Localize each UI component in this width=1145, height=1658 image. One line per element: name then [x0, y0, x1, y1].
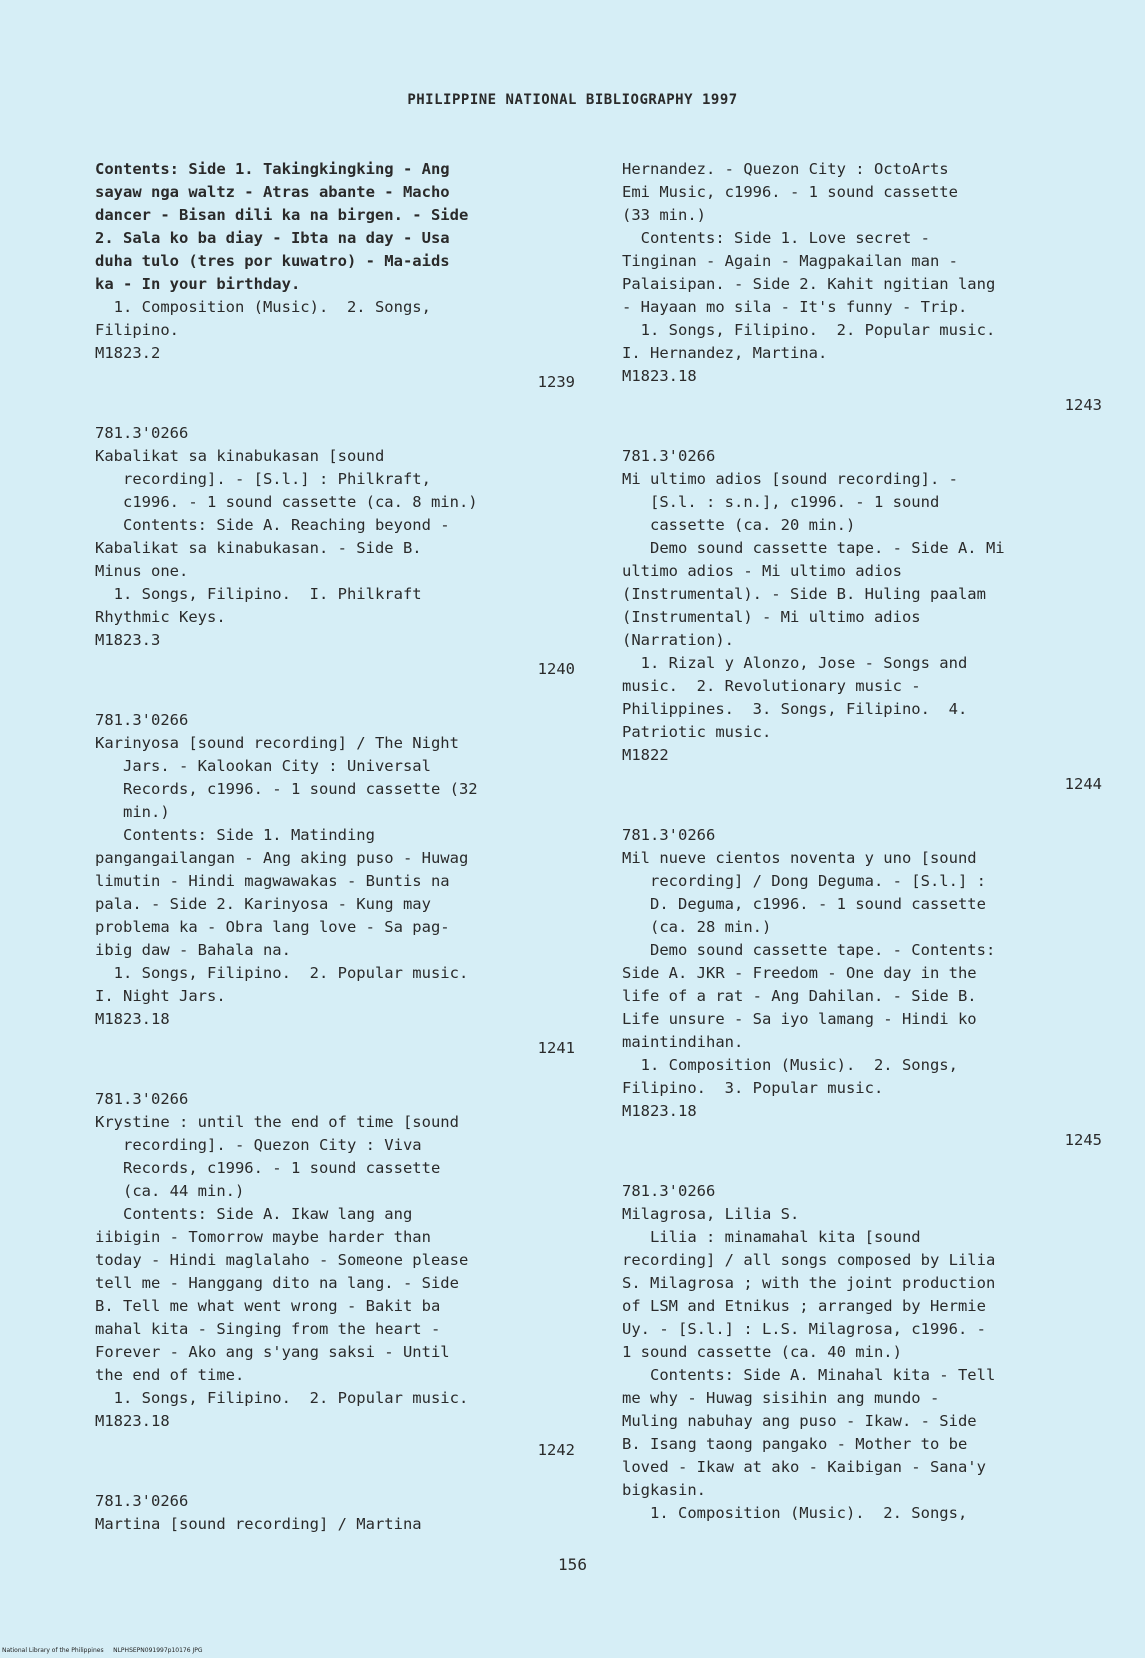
- entry-line: me why - Huwag sisihin ang mundo -: [622, 1389, 940, 1407]
- entry-line: 1. Composition (Music). 2. Songs,: [622, 1056, 958, 1074]
- entry-line: 1. Songs, Filipino. I. Philkraft: [95, 585, 422, 603]
- entry-line: pangangailangan - Ang aking puso - Huwag: [95, 849, 469, 867]
- entry-line: (Instrumental). - Side B. Huling paalam: [622, 585, 986, 603]
- entry-line: 781.3'0266: [622, 1182, 716, 1200]
- entry-number: 1244: [1064, 775, 1102, 793]
- catalog-entry: [95, 1088, 575, 1433]
- entry-line: I. Night Jars.: [95, 987, 226, 1005]
- entry-line: B. Isang taong pangako - Mother to be: [622, 1435, 968, 1453]
- entry-line: recording] / Dong Deguma. - [S.l.] :: [622, 872, 986, 890]
- entry-line: M1823.18: [622, 367, 697, 385]
- entry-line: bigkasin.: [622, 1481, 706, 1499]
- entry-number: 1243: [1064, 396, 1102, 414]
- entry-line: 1. Rizal y Alonzo, Jose - Songs and: [622, 654, 968, 672]
- entry-line: Forever - Ako ang s'yang saksi - Until: [95, 1343, 450, 1361]
- entry-line: 1. Songs, Filipino. 2. Popular music.: [95, 1389, 469, 1407]
- entry-line: Demo sound cassette tape. - Side A. Mi: [622, 539, 1005, 557]
- entry-line: Contents: Side A. Minahal kita - Tell: [622, 1366, 996, 1384]
- entry-number: 1245: [1064, 1131, 1102, 1149]
- entry-line: - Hayaan mo sila - It's funny - Trip.: [622, 298, 968, 316]
- entry-line: Mil nueve cientos noventa y uno [sound: [622, 849, 977, 867]
- entry-line: Lilia : minamahal kita [sound: [622, 1228, 921, 1246]
- entry-line: Milagrosa, Lilia S.: [622, 1205, 800, 1223]
- catalog-entry: [622, 824, 1102, 1123]
- entry-line: Demo sound cassette tape. - Contents:: [622, 941, 996, 959]
- entry-line: 781.3'0266: [95, 424, 189, 442]
- entry-line: (Narration).: [622, 631, 734, 649]
- entry-line: Kabalikat sa kinabukasan. - Side B.: [95, 539, 422, 557]
- entry-line: Krystine : until the end of time [sound: [95, 1113, 459, 1131]
- catalog-entry: [622, 1180, 1102, 1525]
- entry-line: Jars. - Kalookan City : Universal: [95, 757, 431, 775]
- entry-line: Kabalikat sa kinabukasan [sound: [95, 447, 385, 465]
- entry-line: 781.3'0266: [622, 826, 716, 844]
- entry-line: 2. Sala ko ba diay - Ibta na day - Usa: [95, 229, 450, 247]
- entry-line: Rhythmic Keys.: [95, 608, 226, 626]
- entry-line: Minus one.: [95, 562, 189, 580]
- entry-line: mahal kita - Singing from the heart -: [95, 1320, 441, 1338]
- entry-line: Life unsure - Sa iyo lamang - Hindi ko: [622, 1010, 977, 1028]
- catalog-entry: [95, 1490, 575, 1536]
- entry-line: Filipino. 3. Popular music.: [622, 1079, 884, 1097]
- entry-line: M1823.2: [95, 344, 161, 362]
- catalog-entry: [622, 158, 1102, 388]
- entry-line: Patriotic music.: [622, 723, 772, 741]
- entry-line: problema ka - Obra lang love - Sa pag-: [95, 918, 450, 936]
- entry-line: music. 2. Revolutionary music -: [622, 677, 921, 695]
- entry-line: 1. Songs, Filipino. 2. Popular music.: [622, 321, 996, 339]
- entry-line: Contents: Side A. Ikaw lang ang: [95, 1205, 413, 1223]
- entry-line: 1 sound cassette (ca. 40 min.): [622, 1343, 902, 1361]
- page-title: PHILIPPINE NATIONAL BIBLIOGRAPHY 1997: [407, 92, 738, 108]
- entry-line: Muling nabuhay ang puso - Ikaw. - Side: [622, 1412, 977, 1430]
- catalog-entry: [622, 445, 1102, 767]
- entry-line: Records, c1996. - 1 sound cassette: [95, 1159, 441, 1177]
- entry-line: Emi Music, c1996. - 1 sound cassette: [622, 183, 958, 201]
- entry-line: Records, c1996. - 1 sound cassette (32: [95, 780, 478, 798]
- entry-line: Philippines. 3. Songs, Filipino. 4.: [622, 700, 968, 718]
- entry-line: Contents: Side 1. Love secret -: [622, 229, 930, 247]
- entry-number: 1242: [537, 1441, 575, 1459]
- entry-number: 1241: [537, 1039, 575, 1057]
- entry-line: duha tulo (tres por kuwatro) - Ma-aids: [95, 252, 450, 270]
- entry-line: Martina [sound recording] / Martina: [95, 1515, 422, 1533]
- entry-line: (ca. 28 min.): [622, 918, 772, 936]
- entry-line: 1. Songs, Filipino. 2. Popular music.: [95, 964, 469, 982]
- entry-line: B. Tell me what went wrong - Bakit ba: [95, 1297, 441, 1315]
- entry-line: D. Deguma, c1996. - 1 sound cassette: [622, 895, 986, 913]
- entry-line: 781.3'0266: [95, 1090, 189, 1108]
- entry-line: I. Hernandez, Martina.: [622, 344, 828, 362]
- catalog-entry: [95, 158, 575, 296]
- entry-line: Hernandez. - Quezon City : OctoArts: [622, 160, 949, 178]
- entry-number: 1240: [537, 660, 575, 678]
- entry-line: M1823.18: [95, 1412, 170, 1430]
- entry-line: M1822: [622, 746, 669, 764]
- entry-line: recording]. - Quezon City : Viva: [95, 1136, 422, 1154]
- entry-line: recording]. - [S.l.] : Philkraft,: [95, 470, 431, 488]
- entry-line: Mi ultimo adios [sound recording]. -: [622, 470, 958, 488]
- catalog-entry: [95, 296, 575, 365]
- entry-line: M1823.18: [622, 1102, 697, 1120]
- entry-line: Uy. - [S.l.] : L.S. Milagrosa, c1996. -: [622, 1320, 986, 1338]
- entry-line: dancer - Bisan dili ka na birgen. - Side: [95, 206, 469, 224]
- entry-line: ultimo adios - Mi ultimo adios: [622, 562, 902, 580]
- entry-line: the end of time.: [95, 1366, 245, 1384]
- entry-line: sayaw nga waltz - Atras abante - Macho: [95, 183, 450, 201]
- entry-line: [S.l. : s.n.], c1996. - 1 sound: [622, 493, 940, 511]
- entry-line: life of a rat - Ang Dahilan. - Side B.: [622, 987, 977, 1005]
- entry-line: (33 min.): [622, 206, 706, 224]
- entry-line: M1823.18: [95, 1010, 170, 1028]
- entry-line: recording] / all songs composed by Lilia: [622, 1251, 996, 1269]
- entry-line: pala. - Side 2. Karinyosa - Kung may: [95, 895, 431, 913]
- entry-line: ibig daw - Bahala na.: [95, 941, 291, 959]
- entry-line: 781.3'0266: [95, 711, 189, 729]
- entry-line: 1. Composition (Music). 2. Songs,: [95, 298, 431, 316]
- entry-line: Contents: Side 1. Takingkingking - Ang: [95, 160, 450, 178]
- entry-line: 781.3'0266: [622, 447, 716, 465]
- right-column: [622, 158, 1102, 1525]
- entry-line: Contents: Side 1. Matinding: [95, 826, 375, 844]
- page-number: 156: [558, 1555, 587, 1574]
- entry-line: (ca. 44 min.): [95, 1182, 245, 1200]
- entry-line: tell me - Hanggang dito na lang. - Side: [95, 1274, 459, 1292]
- entry-line: iibigin - Tomorrow maybe harder than: [95, 1228, 431, 1246]
- entry-line: c1996. - 1 sound cassette (ca. 8 min.): [95, 493, 478, 511]
- entry-line: ka - In your birthday.: [95, 275, 301, 293]
- entry-line: of LSM and Etnikus ; arranged by Hermie: [622, 1297, 986, 1315]
- entry-line: min.): [95, 803, 170, 821]
- entry-line: Tinginan - Again - Magpakailan man -: [622, 252, 958, 270]
- entry-line: cassette (ca. 20 min.): [622, 516, 856, 534]
- entry-line: Side A. JKR - Freedom - One day in the: [622, 964, 977, 982]
- entry-line: loved - Ikaw at ako - Kaibigan - Sana'y: [622, 1458, 986, 1476]
- entry-line: 781.3'0266: [95, 1492, 189, 1510]
- entry-line: today - Hindi maglalaho - Someone please: [95, 1251, 469, 1269]
- entry-number: 1239: [537, 373, 575, 391]
- catalog-entry: [95, 709, 575, 1031]
- scan-footer: National Library of the Philippines NLPHSEPN091997p10176 JPG: [2, 1647, 203, 1654]
- left-column: [95, 158, 575, 1536]
- entry-line: Contents: Side A. Reaching beyond -: [95, 516, 450, 534]
- entry-line: S. Milagrosa ; with the joint production: [622, 1274, 996, 1292]
- entry-line: maintindihan.: [622, 1033, 744, 1051]
- catalog-entry: [95, 422, 575, 652]
- entry-line: Karinyosa [sound recording] / The Night: [95, 734, 459, 752]
- entry-line: Filipino.: [95, 321, 179, 339]
- entry-line: (Instrumental) - Mi ultimo adios: [622, 608, 921, 626]
- entry-line: Palaisipan. - Side 2. Kahit ngitian lang: [622, 275, 996, 293]
- entry-line: limutin - Hindi magwawakas - Buntis na: [95, 872, 450, 890]
- entry-line: M1823.3: [95, 631, 161, 649]
- entry-line: 1. Composition (Music). 2. Songs,: [622, 1504, 968, 1522]
